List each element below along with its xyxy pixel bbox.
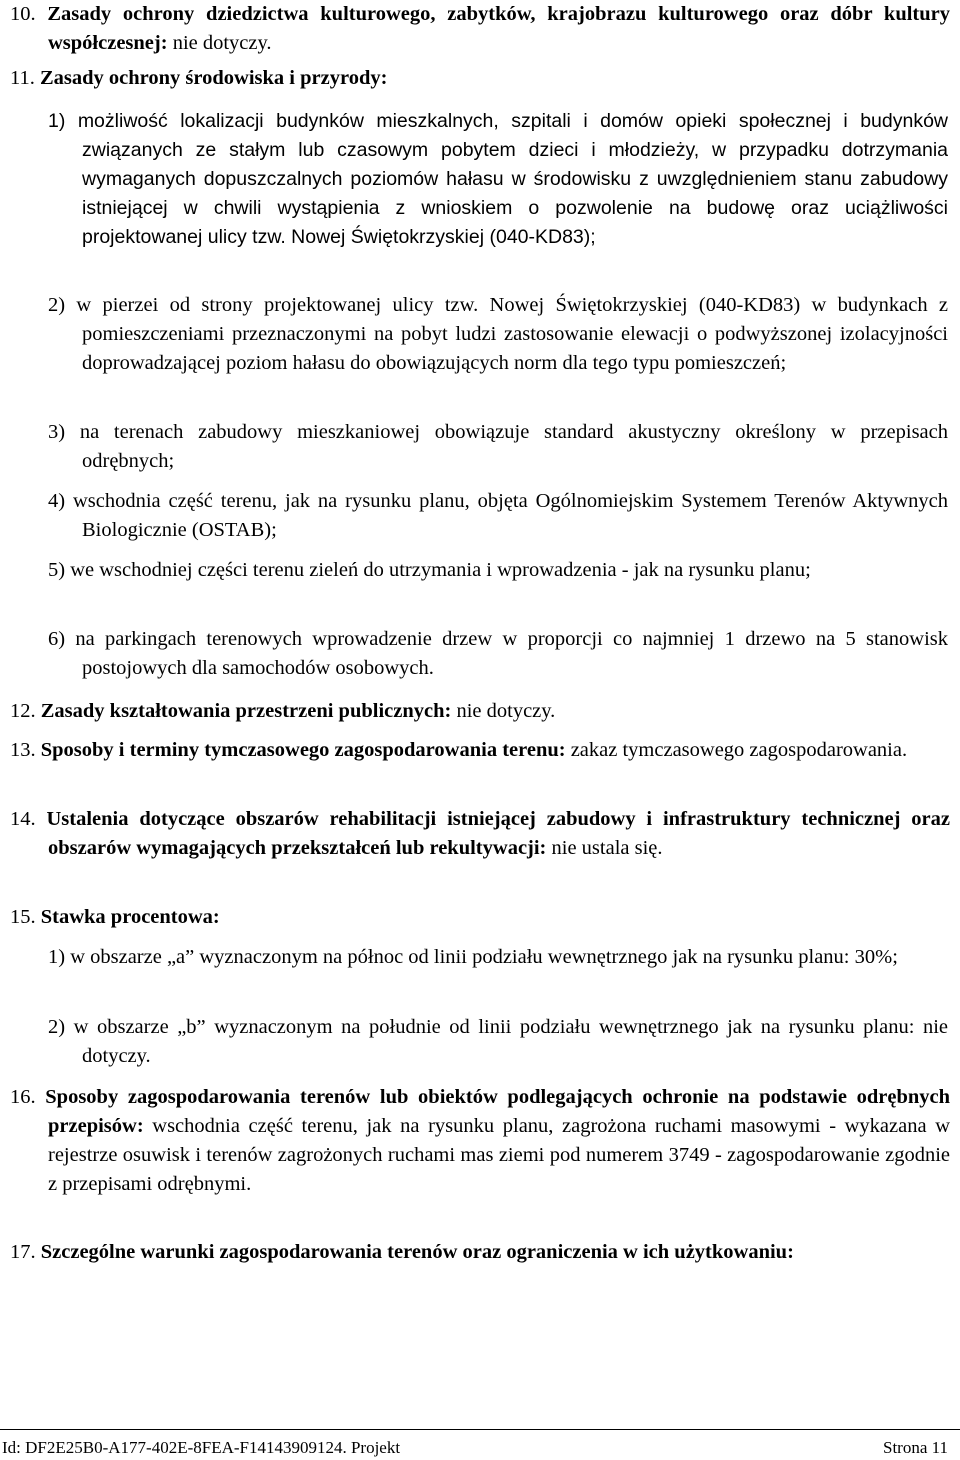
section-number: 15. — [10, 906, 36, 928]
list-item-11-2 — [48, 291, 948, 378]
section-16 — [10, 1083, 950, 1199]
section-number: 10. — [10, 3, 36, 25]
item-number: 1) — [48, 946, 66, 968]
section-text: wschodnia część terenu, jak na rysunku planu, zagrożona ruchami masowymi - wykazana w rejestrze osuwisk i terenów zagrożonych ruchami mas ziemi pod numerem 3749 - zagospodarowanie zgodnie z przepisami odrębnymi. — [48, 1115, 950, 1195]
item-text: we wschodniej części terenu zieleń do utrzymania i wprowadzenia - jak na rysunku planu; — [70, 559, 811, 581]
section-number: 16. — [10, 1086, 36, 1108]
section-number: 14. — [10, 808, 36, 830]
section-heading: Zasady ochrony dziedzictwa kulturowego, zabytków, krajobrazu kulturowego oraz dóbr kultury współczesnej: — [47, 3, 950, 54]
section-number: 17. — [10, 1241, 36, 1263]
item-number: 2) — [48, 294, 66, 316]
section-text: nie dotyczy. — [167, 32, 272, 54]
item-number: 3) — [48, 421, 66, 443]
section-text: zakaz tymczasowego zagospodarowania. — [565, 739, 908, 761]
list-item-11-3 — [48, 418, 948, 476]
section-heading: Szczególne warunki zagospodarowania terenów oraz ograniczenia w ich użytkowaniu: — [40, 1241, 794, 1263]
list-item-11-5 — [48, 556, 948, 585]
section-text: nie dotyczy. — [451, 700, 556, 722]
item-text: w obszarze „a” wyznaczonym na północ od linii podziału wewnętrznego jak na rysunku planu: 30%; — [70, 946, 898, 968]
item-number: 4) — [48, 490, 66, 512]
section-13 — [10, 736, 950, 765]
list-item-11-6 — [48, 625, 948, 683]
item-number: 5) — [48, 559, 66, 581]
section-17 — [10, 1238, 950, 1267]
item-text: w pierzei od strony projektowanej ulicy tzw. Nowej Świętokrzyskiej (040-KD83) w budynkach z pomieszczeniami przeznaczonymi na pobyt ludzi zastosowanie elewacji o podwyższonej izolacyjności doprowadzającej poziom hałasu do obowiązujących norm dla tego typu pomieszczeń; — [76, 294, 948, 374]
section-10 — [10, 0, 950, 58]
item-number: 1) — [48, 110, 66, 132]
section-heading: Sposoby i terminy tymczasowego zagospodarowania terenu: — [40, 739, 566, 761]
section-heading: Zasady kształtowania przestrzeni publicznych: — [40, 700, 452, 722]
section-heading: Stawka procentowa: — [40, 906, 220, 928]
footer-document-id: Id: DF2E25B0-A177-402E-8FEA-F14143909124. Projekt — [2, 1438, 401, 1457]
item-number: 2) — [48, 1016, 66, 1038]
section-11 — [10, 64, 950, 93]
section-15 — [10, 903, 950, 932]
item-number: 6) — [48, 628, 66, 650]
item-text: możliwość lokalizacji budynków mieszkalnych, szpitali i domów opieki społecznej i budynków związanych ze stałym lub czasowym pobytem dzieci i młodzieży, w przypadku dotrzymania wymaganych dopuszczalnych poziomów hałasu w środowisku z uwzględnieniem stanu zabudowy istniejącej w chwili wystąpienia z wnioskiem o pozwolenie na budowę oraz uciążliwości projektowanej ulicy tzw. Nowej Świętokrzyskiej (040-KD83); — [77, 110, 949, 248]
item-text: na terenach zabudowy mieszkaniowej obowiązuje standard akustyczny określony w przepisach odrębnych; — [79, 421, 949, 472]
section-12 — [10, 697, 950, 726]
section-number: 11. — [10, 67, 35, 89]
footer-divider — [0, 1429, 960, 1430]
list-item-11-4 — [48, 487, 948, 545]
section-text: nie ustala się. — [546, 837, 663, 859]
list-item-15-2 — [48, 1013, 948, 1071]
section-heading: Sposoby zagospodarowania terenów lub obiektów podlegających ochronie na podstawie odrębnych przepisów: — [45, 1086, 951, 1137]
item-text: na parkingach terenowych wprowadzenie drzew w proporcji co najmniej 1 drzewo na 5 stanowisk postojowych dla samochodów osobowych. — [75, 628, 948, 679]
item-text: wschodnia część terenu, jak na rysunku planu, objęta Ogólnomiejskim Systemem Terenów Aktywnych Biologicznie (OSTAB); — [72, 490, 949, 541]
footer-page-number: Strona 11 — [882, 1438, 948, 1457]
list-item-11-1 — [48, 107, 948, 252]
section-number: 12. — [10, 700, 36, 722]
section-14 — [10, 805, 950, 863]
item-text: w obszarze „b” wyznaczonym na południe od linii podziału wewnętrznego jak na rysunku planu: nie dotyczy. — [73, 1016, 948, 1067]
list-item-15-1 — [48, 943, 948, 972]
section-number: 13. — [10, 739, 36, 761]
section-heading: Zasady ochrony środowiska i przyrody: — [40, 67, 388, 89]
section-heading: Ustalenia dotyczące obszarów rehabilitacji istniejącej zabudowy i infrastruktury technicznej oraz obszarów wymagających przekształceń lub rekultywacji: — [46, 808, 950, 859]
